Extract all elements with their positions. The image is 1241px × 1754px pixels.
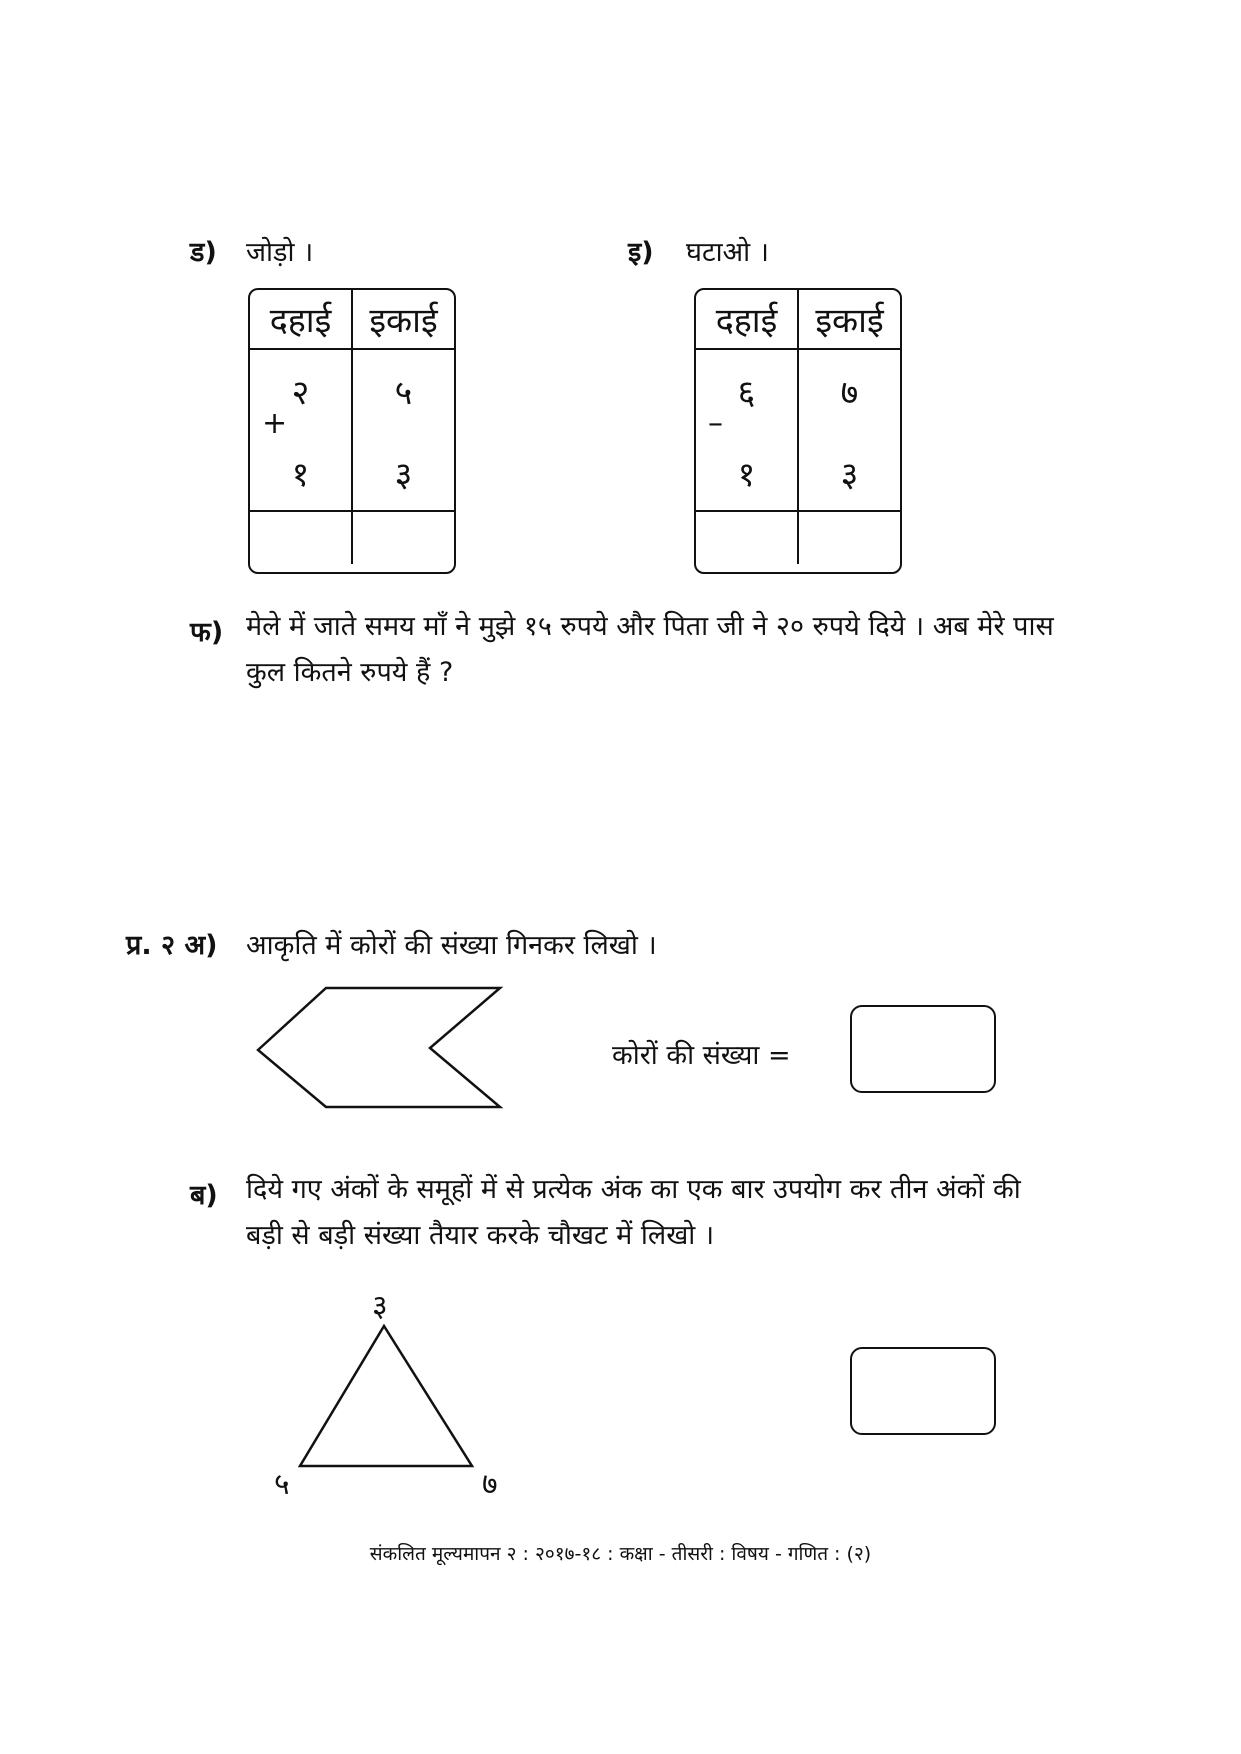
page-footer: संकलित मूल्यमापन २ : २०१७-१८ : कक्षा - तीसरी : विषय - गणित : (२) (369, 1543, 872, 1565)
digit-tens-row2: १ (737, 455, 756, 495)
plus-sign: + (262, 406, 288, 441)
header-tens: दहाई (696, 290, 799, 348)
question-label-e: इ) (628, 237, 654, 268)
minus-sign: – (708, 406, 723, 441)
vertex-right-digit: ७ (482, 1467, 498, 1502)
question-label-f: फ) (190, 617, 224, 648)
place-value-table-subtraction (694, 288, 902, 574)
place-value-table-addition (248, 288, 456, 574)
digit-tens-row1: २ (291, 373, 310, 413)
question-text-f-line1: मेले में जाते समय माँ ने मुझे १५ रुपये और पिता जी ने २० रुपये दिये । अब मेरे पास (246, 611, 1054, 642)
largest-number-answer-box[interactable] (850, 1347, 996, 1435)
vertex-left-digit: ५ (274, 1467, 290, 1502)
question-text-f-line2: कुल कितने रुपये हैं ? (246, 657, 454, 688)
vertex-top-digit: ३ (372, 1289, 388, 1324)
triangle-figure (290, 1318, 490, 1478)
question-text-b-line1: दिये गए अंकों के समूहों में से प्रत्येक अंक का एक बार उपयोग कर तीन अंकों की (246, 1174, 1021, 1205)
question-instruction-2a: आकृति में कोरों की संख्या गिनकर लिखो । (246, 930, 657, 961)
header-tens: दहाई (250, 290, 353, 348)
answer-cell-ones[interactable] (799, 512, 900, 564)
triangle-polygon (300, 1326, 472, 1466)
question-text-b (246, 1167, 1106, 1259)
corners-count-label: कोरों की संख्या = (612, 1040, 791, 1071)
arrow-shape-figure (250, 985, 510, 1115)
answer-cell-ones[interactable] (353, 512, 454, 564)
chevron-polygon (258, 988, 500, 1107)
digit-ones-row2: ३ (394, 455, 413, 495)
question-label-d: ड) (190, 237, 217, 268)
corners-answer-box[interactable] (850, 1005, 996, 1093)
digit-ones-row1: ५ (394, 373, 413, 413)
answer-cell-tens[interactable] (250, 512, 353, 564)
question-label-b: ब) (190, 1180, 218, 1211)
question-label-2a: प्र. २ अ) (126, 930, 218, 961)
question-instruction-e: घटाओ । (686, 237, 769, 268)
answer-cell-tens[interactable] (696, 512, 799, 564)
question-instruction-d: जोड़ो । (246, 237, 314, 268)
digit-tens-row1: ६ (737, 373, 756, 413)
digit-ones-row2: ३ (840, 455, 859, 495)
digit-tens-row2: १ (291, 455, 310, 495)
header-ones: इकाई (369, 301, 438, 341)
question-text-b-line2: बड़ी से बड़ी संख्या तैयार करके चौखट में लिखो । (246, 1220, 715, 1251)
header-ones: इकाई (815, 301, 884, 341)
digit-ones-row1: ७ (840, 373, 859, 413)
question-text-f (246, 604, 1106, 696)
